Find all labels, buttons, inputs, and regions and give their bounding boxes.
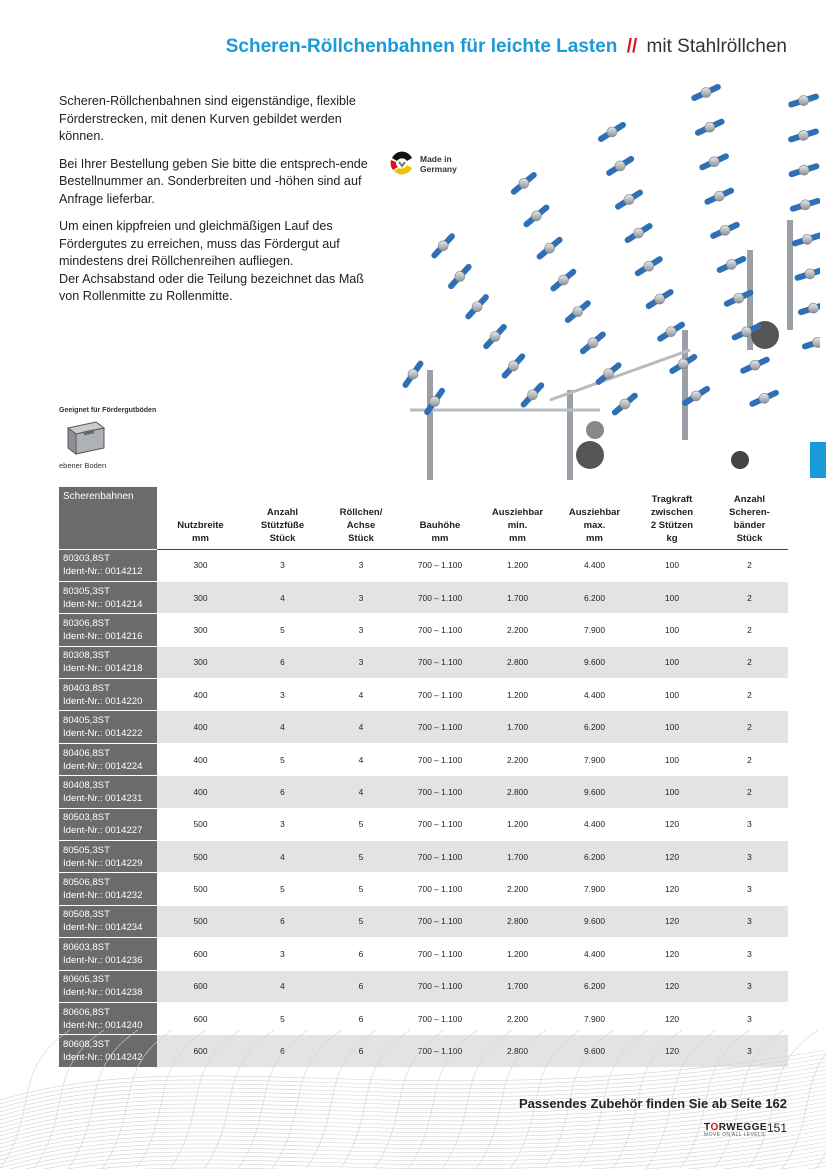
article-cell [59, 549, 157, 581]
intro-paragraph-2: Bei Ihrer Bestellung geben Sie bitte die entsprech-ende Bestellnummer an. Sonderbreiten und -höhen sind auf Anfrage lieferbar. [59, 156, 368, 206]
table-cell: 3 [321, 614, 401, 646]
table-cell: 100 [633, 614, 711, 646]
article-cell [59, 938, 157, 970]
table-cell: 4.400 [556, 679, 633, 711]
table-cell: 9.600 [556, 776, 633, 808]
table-cell: 700 – 1.100 [401, 970, 479, 1002]
badge-line-2: Germany [420, 164, 457, 174]
table-row [59, 905, 788, 937]
table-cell: 700 – 1.100 [401, 1002, 479, 1034]
table-cell: 3 [711, 970, 788, 1002]
table-cell: 120 [633, 970, 711, 1002]
table-cell: 600 [157, 1002, 244, 1034]
brand-logo: TORWEGGE MOVE ON ALL LEVELS [704, 1122, 768, 1138]
table-cell: 6 [321, 1002, 401, 1034]
table-cell: 2 [711, 646, 788, 678]
article-number: 80606,8ST [63, 1006, 110, 1018]
table-header-col: Ausziehbar max. mm [556, 487, 633, 549]
table-cell: 400 [157, 743, 244, 775]
table-header-col: Nutzbreite mm [157, 487, 244, 549]
article-cell [59, 614, 157, 646]
article-number: 80505,3ST [63, 844, 110, 856]
table-cell: 300 [157, 646, 244, 678]
table-row [59, 679, 788, 711]
table-cell: 600 [157, 1035, 244, 1067]
article-cell [59, 905, 157, 937]
table-cell: 5 [321, 808, 401, 840]
table-cell: 3 [244, 938, 321, 970]
table-cell: 700 – 1.100 [401, 711, 479, 743]
article-number: 80406,8ST [63, 747, 110, 759]
table-cell: 5 [244, 1002, 321, 1034]
ident-number: Ident-Nr.: 0014220 [63, 695, 143, 707]
table-header-article: Scherenbahnen [59, 487, 157, 549]
table-cell: 9.600 [556, 905, 633, 937]
table-cell: 500 [157, 808, 244, 840]
table-row [59, 581, 788, 613]
table-cell: 120 [633, 873, 711, 905]
table-cell: 3 [711, 841, 788, 873]
table-cell: 3 [711, 1035, 788, 1067]
ident-number: Ident-Nr.: 0014229 [63, 857, 143, 869]
table-row [59, 873, 788, 905]
table-cell: 7.900 [556, 873, 633, 905]
table-cell: 1.700 [479, 711, 556, 743]
ident-number: Ident-Nr.: 0014218 [63, 663, 143, 675]
table-row [59, 841, 788, 873]
table-cell: 5 [244, 873, 321, 905]
table-cell: 4.400 [556, 938, 633, 970]
table-cell: 500 [157, 841, 244, 873]
article-number: 80303,8ST [63, 553, 110, 565]
ident-number: Ident-Nr.: 0014212 [63, 566, 143, 578]
table-row [59, 776, 788, 808]
table-cell: 100 [633, 711, 711, 743]
table-cell: 5 [244, 743, 321, 775]
table-cell: 9.600 [556, 646, 633, 678]
table-cell: 6.200 [556, 841, 633, 873]
table-cell: 700 – 1.100 [401, 776, 479, 808]
table-cell: 700 – 1.100 [401, 1035, 479, 1067]
table-header-col: Anzahl Scheren- bänder Stück [711, 487, 788, 549]
article-number: 80508,3ST [63, 909, 110, 921]
table-cell: 3 [321, 581, 401, 613]
table-cell: 6.200 [556, 581, 633, 613]
table-cell: 120 [633, 938, 711, 970]
article-number: 80603,8ST [63, 941, 110, 953]
table-cell: 700 – 1.100 [401, 614, 479, 646]
ident-number: Ident-Nr.: 0014240 [63, 1019, 143, 1031]
table-header-col: Bauhöhe mm [401, 487, 479, 549]
table-cell: 500 [157, 873, 244, 905]
table-cell: 2 [711, 711, 788, 743]
badge-line-1: Made in [420, 154, 452, 164]
table-cell: 2 [711, 581, 788, 613]
article-cell [59, 646, 157, 678]
table-cell: 700 – 1.100 [401, 841, 479, 873]
table-cell: 1.200 [479, 549, 556, 581]
chapter-tab [810, 442, 826, 478]
table-cell: 5 [321, 873, 401, 905]
table-cell: 2 [711, 776, 788, 808]
table-cell: 4 [244, 841, 321, 873]
article-cell [59, 808, 157, 840]
table-cell: 2.200 [479, 1002, 556, 1034]
article-cell [59, 743, 157, 775]
table-cell: 7.900 [556, 614, 633, 646]
table-cell: 3 [711, 938, 788, 970]
table-cell: 3 [244, 679, 321, 711]
ident-number: Ident-Nr.: 0014214 [63, 598, 143, 610]
ident-number: Ident-Nr.: 0014238 [63, 987, 143, 999]
table-row [59, 549, 788, 581]
table-cell: 3 [711, 873, 788, 905]
table-cell: 4 [321, 711, 401, 743]
table-cell: 2.800 [479, 646, 556, 678]
table-cell: 700 – 1.100 [401, 581, 479, 613]
table-cell: 4 [244, 970, 321, 1002]
table-cell: 120 [633, 1002, 711, 1034]
suitability-label: ebener Boden [59, 461, 107, 470]
table-header-col: Röllchen/ Achse Stück [321, 487, 401, 549]
table-cell: 1.700 [479, 970, 556, 1002]
table-cell: 400 [157, 711, 244, 743]
intro-paragraph-4: Der Achsabstand oder die Teilung bezeichnet das Maß von Rollenmitte zu Rollenmitte. [59, 271, 365, 303]
ident-number: Ident-Nr.: 0014216 [63, 630, 143, 642]
article-number: 80408,3ST [63, 779, 110, 791]
table-cell: 700 – 1.100 [401, 938, 479, 970]
article-cell [59, 581, 157, 613]
table-cell: 1.700 [479, 841, 556, 873]
table-cell: 3 [244, 549, 321, 581]
table-cell: 100 [633, 549, 711, 581]
table-cell: 120 [633, 841, 711, 873]
intro-paragraph-1: Scheren-Röllchenbahnen sind eigenständige, flexible Förderstrecken, mit denen Kurven gebildet werden können. [59, 94, 356, 143]
ident-number: Ident-Nr.: 0014224 [63, 760, 143, 772]
table-cell: 600 [157, 970, 244, 1002]
table-cell: 3 [711, 808, 788, 840]
page-number: 151 [767, 1121, 788, 1135]
title-separator: // [626, 36, 638, 57]
table-cell: 4 [321, 776, 401, 808]
spec-table [59, 487, 788, 1068]
article-cell [59, 711, 157, 743]
page-title [226, 36, 787, 58]
table-cell: 6.200 [556, 970, 633, 1002]
table-cell: 2.800 [479, 1035, 556, 1067]
table-cell: 100 [633, 581, 711, 613]
table-cell: 3 [711, 905, 788, 937]
table-cell: 2.200 [479, 743, 556, 775]
table-cell: 120 [633, 905, 711, 937]
table-cell: 300 [157, 581, 244, 613]
table-cell: 2.200 [479, 873, 556, 905]
article-cell [59, 970, 157, 1002]
article-cell [59, 679, 157, 711]
table-cell: 2 [711, 679, 788, 711]
ident-number: Ident-Nr.: 0014232 [63, 890, 143, 902]
table-cell: 1.700 [479, 581, 556, 613]
table-row [59, 970, 788, 1002]
product-photo-roller-conveyor [400, 70, 820, 480]
table-cell: 100 [633, 776, 711, 808]
table-cell: 400 [157, 679, 244, 711]
table-cell: 6 [244, 776, 321, 808]
article-cell [59, 776, 157, 808]
intro-paragraph-3: Um einen kippfreien und gleichmäßigen Lauf des Fördergutes zu erreichen, muss das Fördergut auf mindestens drei Röllchenreihen aufliegen. [59, 219, 340, 268]
table-row [59, 808, 788, 840]
table-cell: 3 [321, 549, 401, 581]
table-cell: 100 [633, 646, 711, 678]
table-cell: 700 – 1.100 [401, 743, 479, 775]
article-number: 80308,3ST [63, 650, 110, 662]
table-cell: 700 – 1.100 [401, 873, 479, 905]
table-cell: 6 [321, 1035, 401, 1067]
article-number: 80306,8ST [63, 617, 110, 629]
table-header-row [59, 487, 788, 549]
table-cell: 4.400 [556, 808, 633, 840]
suitability-title: Geeignet für Fördergutböden [59, 407, 157, 414]
article-number: 80506,8ST [63, 877, 110, 889]
table-cell: 400 [157, 776, 244, 808]
article-number: 80405,3ST [63, 715, 110, 727]
ident-number: Ident-Nr.: 0014234 [63, 922, 143, 934]
table-cell: 100 [633, 679, 711, 711]
intro-text [59, 93, 369, 316]
table-cell: 1.200 [479, 808, 556, 840]
table-cell: 100 [633, 743, 711, 775]
ident-number: Ident-Nr.: 0014222 [63, 728, 143, 740]
table-cell: 6 [321, 938, 401, 970]
table-cell: 6 [244, 1035, 321, 1067]
table-cell: 5 [321, 905, 401, 937]
accessories-note: Passendes Zubehör finden Sie ab Seite 162 [518, 1096, 787, 1111]
title-main: Scheren-Röllchenbahnen für leichte Lasten [225, 36, 618, 57]
table-cell: 5 [321, 841, 401, 873]
table-cell: 300 [157, 614, 244, 646]
table-row [59, 646, 788, 678]
article-number: 80605,3ST [63, 974, 110, 986]
table-cell: 300 [157, 549, 244, 581]
table-cell: 6.200 [556, 711, 633, 743]
table-cell: 700 – 1.100 [401, 646, 479, 678]
table-cell: 2 [711, 614, 788, 646]
ident-number: Ident-Nr.: 0014227 [63, 825, 143, 837]
table-cell: 5 [244, 614, 321, 646]
table-header-col: Ausziehbar min. mm [479, 487, 556, 549]
article-number: 80403,8ST [63, 682, 110, 694]
table-cell: 700 – 1.100 [401, 905, 479, 937]
ident-number: Ident-Nr.: 0014242 [63, 1052, 143, 1064]
table-row [59, 711, 788, 743]
title-subtitle: mit Stahlröllchen [646, 36, 787, 57]
table-cell: 700 – 1.100 [401, 549, 479, 581]
table-cell: 1.200 [479, 938, 556, 970]
article-number: 80305,3ST [63, 585, 110, 597]
table-cell: 6 [244, 905, 321, 937]
table-cell: 7.900 [556, 743, 633, 775]
table-row [59, 938, 788, 970]
table-cell: 2 [711, 549, 788, 581]
article-cell [59, 873, 157, 905]
table-cell: 2 [711, 743, 788, 775]
table-cell: 4 [321, 743, 401, 775]
table-cell: 4.400 [556, 549, 633, 581]
table-cell: 6 [244, 646, 321, 678]
article-cell [59, 841, 157, 873]
table-cell: 700 – 1.100 [401, 679, 479, 711]
table-cell: 700 – 1.100 [401, 808, 479, 840]
article-number: 80608,3ST [63, 1039, 110, 1051]
flat-bottom-crate-icon [62, 420, 106, 456]
table-cell: 2.200 [479, 614, 556, 646]
table-cell: 4 [321, 679, 401, 711]
table-cell: 2.800 [479, 776, 556, 808]
table-header-col: Tragkraft zwischen 2 Stützen kg [633, 487, 711, 549]
ident-number: Ident-Nr.: 0014231 [63, 792, 143, 804]
table-cell: 9.600 [556, 1035, 633, 1067]
table-row [59, 614, 788, 646]
table-cell: 4 [244, 581, 321, 613]
table-cell: 3 [321, 646, 401, 678]
table-cell: 3 [711, 1002, 788, 1034]
ident-number: Ident-Nr.: 0014236 [63, 954, 143, 966]
article-number: 80503,8ST [63, 812, 110, 824]
table-cell: 120 [633, 1035, 711, 1067]
table-cell: 600 [157, 938, 244, 970]
table-cell: 1.200 [479, 679, 556, 711]
table-row [59, 743, 788, 775]
table-cell: 4 [244, 711, 321, 743]
table-cell: 6 [321, 970, 401, 1002]
table-cell: 500 [157, 905, 244, 937]
table-cell: 3 [244, 808, 321, 840]
table-cell: 7.900 [556, 1002, 633, 1034]
table-cell: 2.800 [479, 905, 556, 937]
table-header-col: Anzahl Stützfüße Stück [244, 487, 321, 549]
table-cell: 120 [633, 808, 711, 840]
